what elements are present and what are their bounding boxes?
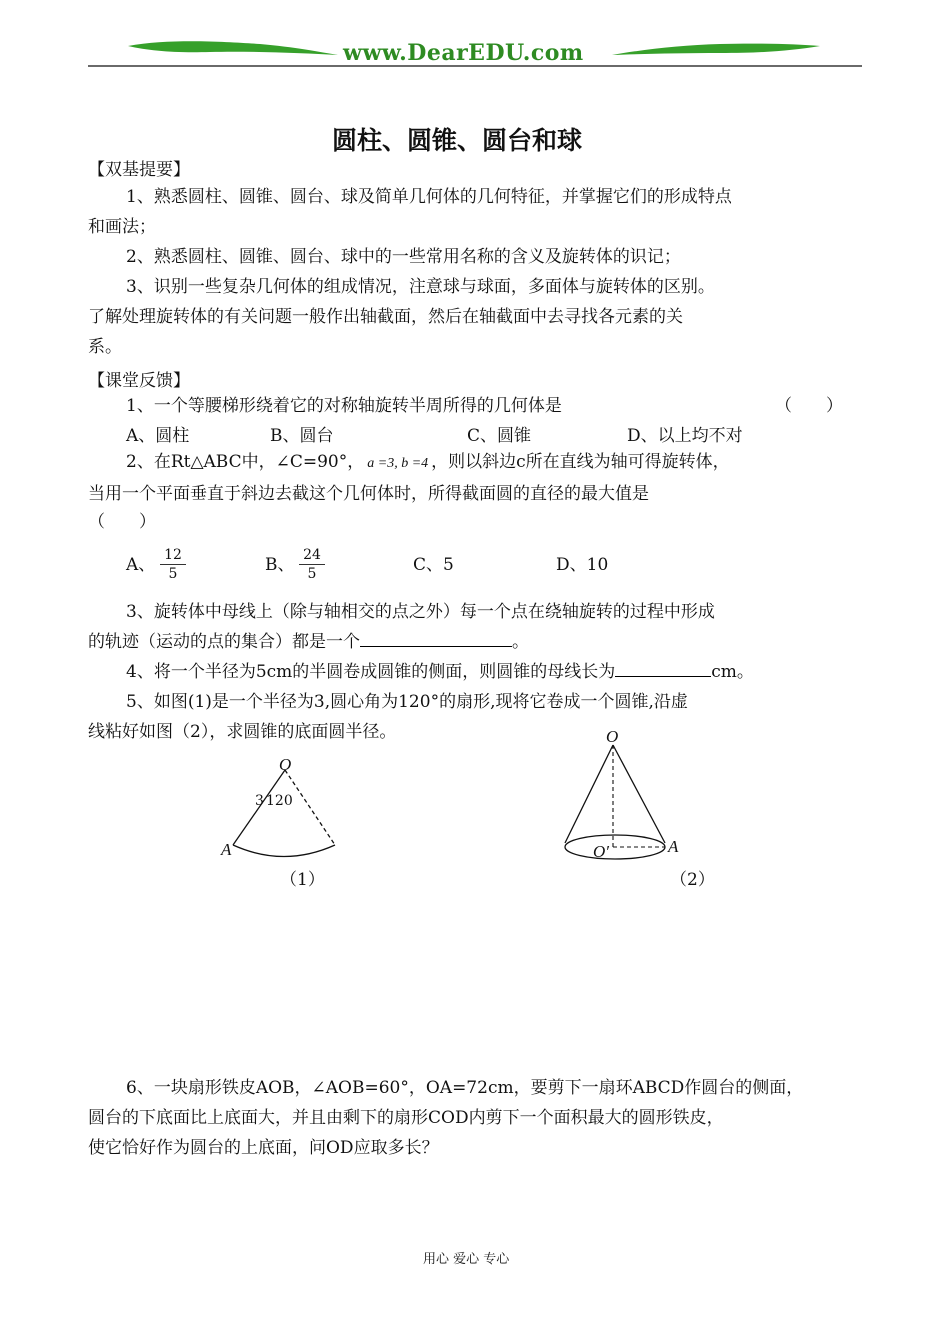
- question-5-line1: 5、如图(1)是一个半径为3,圆心角为120°的扇形,现将它卷成一个圆锥,沿虚: [126, 692, 688, 712]
- fraction-b-denominator: 5: [307, 566, 317, 582]
- question-3-line2-end: 。: [512, 632, 529, 652]
- figure-2-cone: [555, 735, 685, 870]
- question-2-option-b-label: B、: [265, 555, 295, 575]
- question-2-option-a-label: A、: [126, 555, 156, 575]
- fraction-a-numerator: 12: [160, 546, 186, 565]
- basics-item-1-line1: 1、熟悉圆柱、圆锥、圆台、球及简单几何体的几何特征，并掌握它们的形成特点: [126, 187, 732, 207]
- figure-2-label-o-prime: O′: [593, 842, 609, 861]
- question-6-line2: 圆台的下底面比上底面大，并且由剩下的扇形COD内剪下一个面积最大的圆形铁皮，: [88, 1108, 724, 1128]
- basics-item-1-line2: 和画法；: [88, 217, 156, 237]
- section-heading-feedback: 【课堂反馈】: [88, 371, 190, 391]
- question-1-option-c: C、圆锥: [467, 426, 532, 446]
- question-2-line3: （ ）: [88, 512, 156, 532]
- question-3-line2-text: 的轨迹（运动的点的集合）都是一个: [88, 632, 360, 652]
- question-6-line3: 使它恰好作为圆台的上底面，问OD应取多长？: [88, 1138, 439, 1158]
- figure-1-label-o: O: [279, 755, 292, 774]
- right-leaf-swoosh: [612, 44, 820, 55]
- question-4: [126, 662, 754, 682]
- question-3-line1: 3、旋转体中母线上（除与轴相交的点之外）每一个点在绕轴旋转的过程中形成: [126, 602, 715, 622]
- figure-2-label-o: O: [606, 727, 619, 746]
- site-logo-text: www.DearEDU.com: [343, 40, 584, 66]
- question-3-answer-blank: [360, 632, 512, 647]
- cone-left-generatrix: [565, 745, 613, 843]
- question-4-unit: cm。: [711, 662, 754, 682]
- question-1-text: 1、一个等腰梯形绕着它的对称轴旋转半周所得的几何体是: [126, 396, 562, 416]
- question-1-answer-paren: （ ）: [775, 396, 843, 416]
- question-2-line1: [126, 452, 730, 474]
- basics-item-2: 2、熟悉圆柱、圆锥、圆台、球中的一些常用名称的含义及旋转体的识记；: [126, 247, 681, 267]
- figure-1-label-angle: 120: [266, 793, 293, 809]
- question-1-option-a: A、圆柱: [126, 426, 190, 446]
- question-2-line1-end: ，则以斜边c所在直线为轴可得旋转体，: [431, 452, 730, 472]
- question-4-text: 4、将一个半径为5cm的半圆卷成圆锥的侧面，则圆锥的母线长为: [126, 662, 616, 682]
- fraction-b-numerator: 24: [299, 546, 325, 565]
- figure-2-caption: （2）: [670, 870, 715, 890]
- question-5-line2: 线粘好如图（2），求圆锥的底面圆半径。: [88, 722, 397, 742]
- question-1-option-d: D、以上均不对: [627, 426, 743, 446]
- fraction-a-denominator: 5: [168, 566, 178, 582]
- question-2-option-b-fraction: [299, 546, 325, 583]
- question-2-option-d: D、10: [556, 555, 609, 575]
- basics-item-3-line2: 了解处理旋转体的有关问题一般作出轴截面，然后在轴截面中去寻找各元素的关: [88, 307, 683, 327]
- question-2-line1-start: 2、在Rt△ABC中，∠C=90°，: [126, 452, 365, 472]
- figure-2-label-a: A: [668, 837, 679, 856]
- page-title: 圆柱、圆锥、圆台和球: [332, 126, 583, 155]
- basics-item-3-line3: 系。: [88, 337, 122, 357]
- question-3-line2: [88, 632, 529, 652]
- question-2-option-a-fraction: [160, 546, 186, 583]
- sector-arc: [233, 845, 335, 857]
- figure-1-caption: （1）: [280, 870, 325, 890]
- question-1-option-b: B、圆台: [270, 426, 334, 446]
- basics-item-3-line1: 3、识别一些复杂几何体的组成情况，注意球与球面，多面体与旋转体的区别。: [126, 277, 715, 297]
- question-2-line2: 当用一个平面垂直于斜边去截这个几何体时，所得截面圆的直径的最大值是: [88, 484, 649, 504]
- question-6-line1: 6、一块扇形铁皮AOB，∠AOB=60°，OA=72cm，要剪下一扇环ABCD作圆台的侧面，: [126, 1078, 804, 1098]
- question-2-option-c: C、5: [413, 555, 454, 575]
- figure-1-label-a: A: [221, 840, 232, 859]
- section-heading-basics: 【双基提要】: [88, 160, 190, 180]
- cone-right-generatrix: [613, 745, 665, 843]
- page-footer: 用心 爱心 专心: [423, 1252, 510, 1267]
- left-leaf-swoosh: [128, 41, 338, 55]
- question-4-answer-blank: [615, 662, 711, 677]
- question-2-formula: a =3, b =4: [367, 456, 429, 471]
- figure-1-label-radius: 3: [255, 793, 264, 809]
